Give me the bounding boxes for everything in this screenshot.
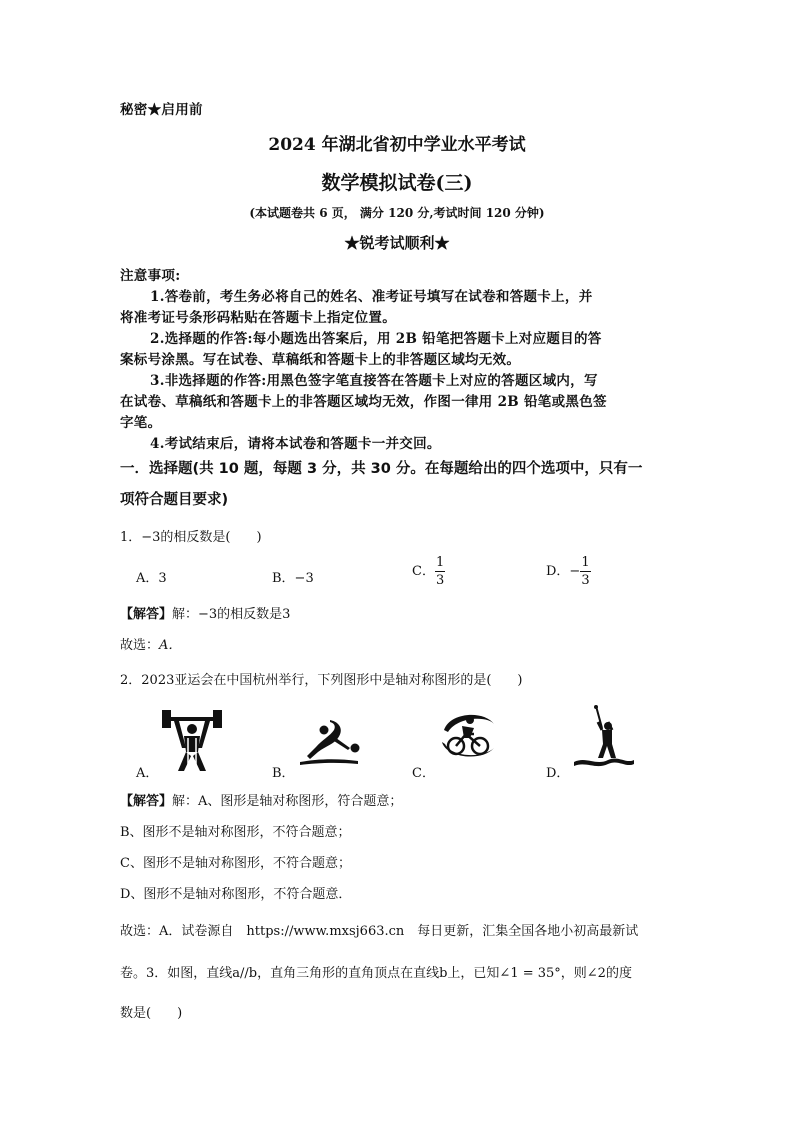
q3-stem-line1: 卷。3．如图，直线a//b，直角三角形的直角顶点在直线b上，已知∠1 = 35°，则∠2的度 (120, 966, 632, 981)
q2-choose-and-source: 故选：A．试卷源自 https://www.mxsj663.cn 每日更新，汇集全国各地小初高最新试 (120, 924, 639, 939)
confidential-label: 秘密★启用前 (120, 102, 203, 118)
q1-option-c-fraction (435, 556, 445, 587)
q2-stem: 2．2023亚运会在中国杭州举行，下列图形中是轴对称图形的是( ) (120, 673, 523, 688)
q1-answer (120, 603, 290, 622)
exam-title: 2024 年湖北省初中学业水平考试 (268, 135, 526, 155)
q1-option-a: A．3 (136, 571, 167, 586)
answer-text: 解：−3的相反数是3 (172, 607, 291, 622)
fraction-numerator: 1 (581, 555, 590, 570)
note-1-line2: 将准考证号条形码粘贴在答题卡上指定位置。 (120, 310, 396, 326)
note-4-line1: 4.考试结束后，请将本试卷和答题卡一并交回。 (150, 436, 441, 452)
q1-option-c-label: C． (412, 564, 435, 579)
q1-choose (120, 634, 181, 653)
q2-answer-line-b: B、图形不是轴对称图形，不符合题意； (120, 825, 351, 840)
volleyball-dive-icon (296, 716, 366, 766)
answer-line: 解：A、图形是轴对称图形，符合题意； (172, 794, 403, 809)
answer-tag: 【解答】 (120, 607, 173, 622)
q3-stem-line2: 数是( ) (120, 1006, 183, 1021)
cycling-icon (436, 708, 500, 762)
q2-answer-line-c: C、图形不是轴对称图形，不符合题意； (120, 856, 351, 871)
q1-option-d (546, 556, 591, 587)
q2-option-d: D． (546, 766, 570, 781)
fraction-denominator: 3 (581, 573, 590, 588)
note-3-line3: 字笔。 (120, 415, 162, 431)
note-1-line1: 1.答卷前，考生务必将自己的姓名、准考证号填写在试卷和答题卡上，并 (150, 289, 593, 305)
fraction-numerator: 1 (435, 555, 445, 570)
q1-option-d-fraction (580, 556, 590, 587)
choose-label: 故选： (120, 638, 160, 653)
q2-option-c: C． (412, 766, 435, 781)
note-3-line2: 在试卷、草稿纸和答题卡上的非答题区域均无效，作图一律用 2B 铅笔或黑色签 (120, 394, 607, 410)
exam-subtitle: 数学模拟试卷(三) (321, 172, 473, 194)
q1-option-b: B．−3 (272, 571, 314, 586)
q1-stem: 1．−3的相反数是( ) (120, 530, 262, 545)
answer-tag: 【解答】 (120, 794, 173, 809)
section-heading-line2: 项符合题目要求) (120, 492, 229, 508)
good-luck-banner: ★锐考试顺利★ (344, 234, 450, 252)
q1-option-d-label: D．− (546, 564, 581, 579)
exam-info: (本试题卷共 6 页， 满分 120 分,考试时间 120 分钟) (249, 206, 545, 220)
q1-option-c (412, 556, 445, 587)
weightlifting-icon (160, 708, 224, 772)
note-3-line1: 3.非选择题的作答:用黑色签字笔直接答在答题卡上对应的答题区域内，写 (150, 373, 598, 389)
note-2-line2: 案标号涂黑。写在试卷、草稿纸和答题卡上的非答题区域均无效。 (120, 352, 521, 368)
note-2-line1: 2.选择题的作答:每小题选出答案后，用 2B 铅笔把答题卡上对应题目的答 (150, 331, 602, 347)
choice-value: A． (159, 638, 182, 653)
q2-option-b: B． (272, 766, 295, 781)
notes-heading: 注意事项: (120, 268, 181, 284)
fraction-denominator: 3 (435, 573, 445, 588)
q2-answer (120, 790, 402, 809)
q2-answer-line-d: D、图形不是轴对称图形，不符合题意． (120, 887, 352, 902)
q2-option-a: A． (136, 766, 159, 781)
section-heading-line1: 一．选择题(共 10 题，每题 3 分，共 30 分。在每题给出的四个选项中，只有一 (120, 461, 643, 477)
golf-swing-icon (572, 704, 636, 770)
